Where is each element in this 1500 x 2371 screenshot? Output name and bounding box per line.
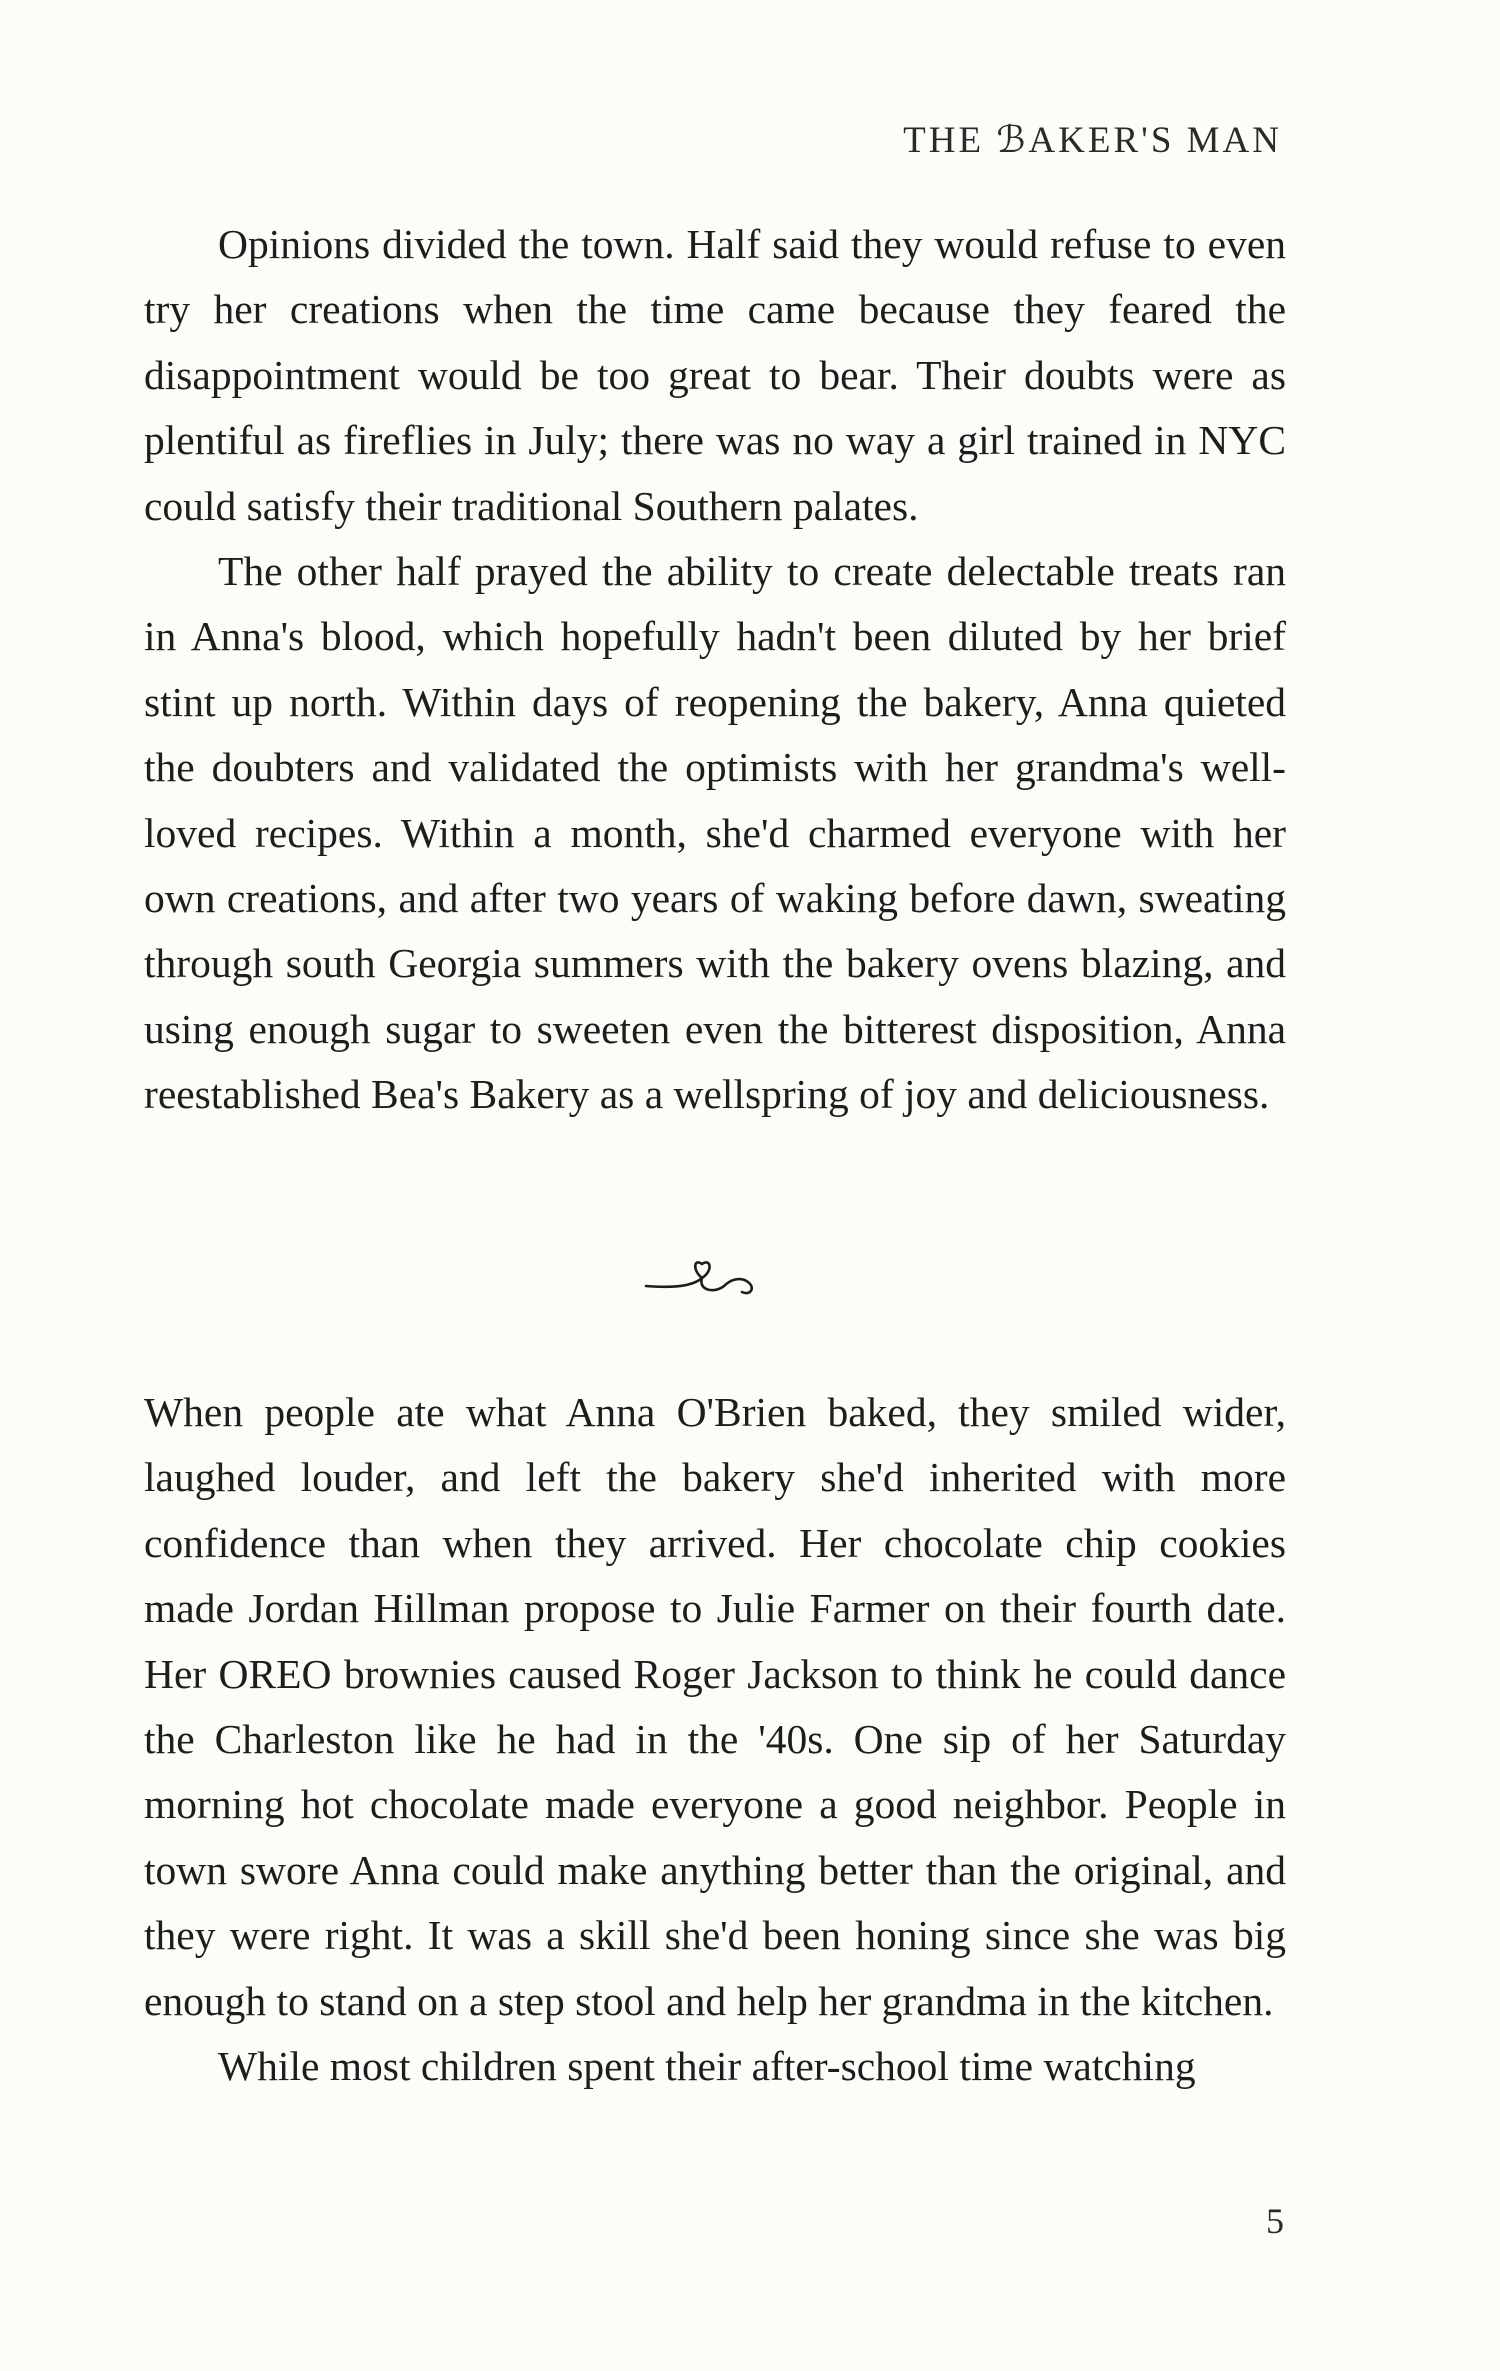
paragraph: Opinions divided the town. Half said they would refuse to even try her creations when the time came because they feared the disappointment would be too great to bear. Their doubts were as plentiful as fireflies in July; there was no way a girl trained in NYC could satisfy their traditional Southern palates.: [144, 221, 1286, 529]
page-number: 5: [1266, 2201, 1284, 2241]
section-two: [144, 1380, 1286, 2099]
heart-swirl-ornament-icon: [640, 1252, 780, 1300]
paragraph: The other half prayed the ability to create delectable treats ran in Anna's blood, which hopefully hadn't been diluted by her brief stint up north. Within days of reopening the bakery, Anna quieted the doubters and validated the optimists with her grandma's well-loved recipes. Within a month, she'd charmed everyone with her own creations, and after two years of waking before dawn, sweating through south Georgia summers with the bakery ovens blazing, and using enough sugar to sweeten even the bitterest disposition, Anna reestablished Bea's Bakery as a wellspring of joy and deliciousness.: [144, 548, 1286, 1118]
paragraph: While most children spent their after-school time watching: [218, 2043, 1196, 2090]
section-one: [144, 212, 1286, 1128]
running-header: THE ℬAKER'S MAN: [903, 120, 1282, 161]
paragraph: When people ate what Anna O'Brien baked, they smiled wider, laughed louder, and left the bakery she'd inherited with more confidence than when they arrived. Her chocolate chip cookies made Jordan Hillman propose to Julie Farmer on their fourth date. Her OREO brownies caused Roger Jackson to think he could dance the Charleston like he had in the '40s. One sip of her Saturday morning hot chocolate made everyone a good neighbor. People in town swore Anna could make anything better than the original, and they were right. It was a skill she'd been honing since she was big enough to stand on a step stool and help her grandma in the kitchen.: [144, 1389, 1286, 2024]
